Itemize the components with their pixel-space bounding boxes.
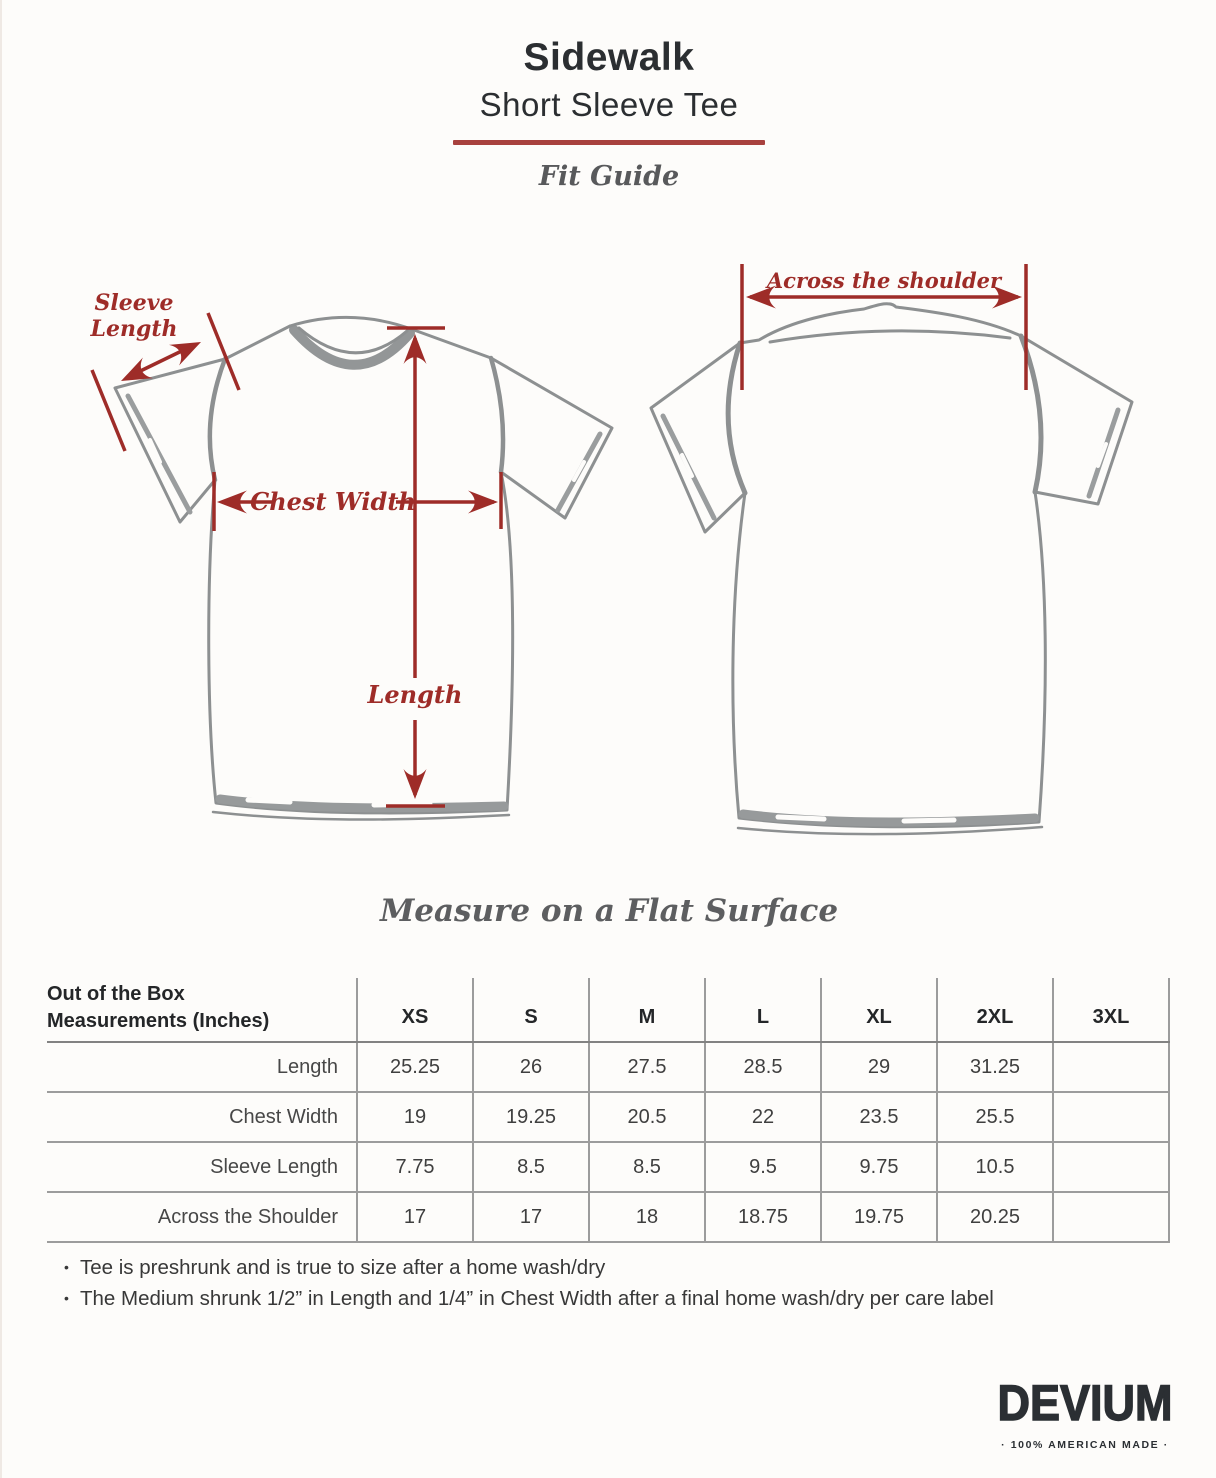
measurement-cell: 19.75 [821,1192,937,1242]
measurement-cell [1053,1092,1169,1142]
measurement-cell: 26 [473,1042,589,1092]
table-title [47,978,357,1042]
row-label: Length [47,1042,357,1092]
front-shirt-sketch [115,317,612,819]
table-title-line1: Out of the Box [47,982,185,1005]
measurement-cell: 9.5 [705,1142,821,1192]
col-header-2xl: 2XL [937,978,1053,1042]
note-shrinkage: • The Medium shrunk 1/2” in Length and 1/4” in Chest Width after a final home wash/dry per care label [64,1283,1174,1314]
measurement-cell: 23.5 [821,1092,937,1142]
table-row [47,1192,1169,1242]
size-table-body [47,1042,1169,1242]
row-label: Across the Shoulder [47,1192,357,1242]
col-header-m: M [589,978,705,1042]
measurement-cell: 19 [357,1092,473,1142]
table-row [47,1142,1169,1192]
measurement-cell [1053,1042,1169,1092]
product-subtitle: Short Sleeve Tee [479,86,739,123]
measurement-cell: 8.5 [473,1142,589,1192]
product-title: Sidewalk [523,36,695,79]
measurement-cell: 17 [357,1192,473,1242]
size-table [47,978,1170,1243]
measurement-cell: 17 [473,1192,589,1242]
measurement-cell: 18 [589,1192,705,1242]
measurement-cell [1053,1192,1169,1242]
sleeve-length-label-line2: Length [90,316,178,342]
measurement-cell [1053,1142,1169,1192]
back-shirt-sketch [651,304,1132,834]
measurement-cell: 9.75 [821,1142,937,1192]
section-title: Fit Guide [538,161,680,192]
measurement-cell: 20.5 [589,1092,705,1142]
measurement-cell: 19.25 [473,1092,589,1142]
measurement-cell: 29 [821,1042,937,1092]
chest-width-label: Chest Width [250,487,416,516]
col-header-l: L [705,978,821,1042]
measure-caption: Measure on a Flat Surface [379,893,839,929]
across-shoulder-label: Across the shoulder [766,268,1002,293]
measurement-cell: 18.75 [705,1192,821,1242]
length-label: Length [367,680,463,709]
col-header-xs: XS [357,978,473,1042]
measurement-cell: 27.5 [589,1042,705,1092]
measurement-cell: 25.5 [937,1092,1053,1142]
col-header-xl: XL [821,978,937,1042]
measurement-cell: 20.25 [937,1192,1053,1242]
brand-tagline: · 100% AMERICAN MADE · [1001,1439,1169,1451]
header [2,36,1216,192]
measurement-cell: 31.25 [937,1042,1053,1092]
measurement-cell: 8.5 [589,1142,705,1192]
measurement-cell: 10.5 [937,1142,1053,1192]
brand-logo [970,1374,1200,1451]
measurement-cell: 25.25 [357,1042,473,1092]
brand-name: DEVIUM [997,1374,1173,1432]
table-header-row [47,978,1169,1042]
row-label: Chest Width [47,1092,357,1142]
table-row [47,1042,1169,1092]
red-divider [453,140,765,145]
measurement-cell: 28.5 [705,1042,821,1092]
table-title-line2: Measurements (Inches) [47,1009,270,1032]
col-header-3xl: 3XL [1053,978,1169,1042]
sleeve-length-label-line1: Sleeve [94,290,174,316]
measurement-diagram [2,250,1216,875]
measurement-cell: 7.75 [357,1142,473,1192]
row-label: Sleeve Length [47,1142,357,1192]
col-header-s: S [473,978,589,1042]
notes-list [64,1252,1174,1314]
note-preshrunk: • Tee is preshrunk and is true to size after a home wash/dry [64,1252,1174,1283]
measurement-cell: 22 [705,1092,821,1142]
table-row [47,1092,1169,1142]
